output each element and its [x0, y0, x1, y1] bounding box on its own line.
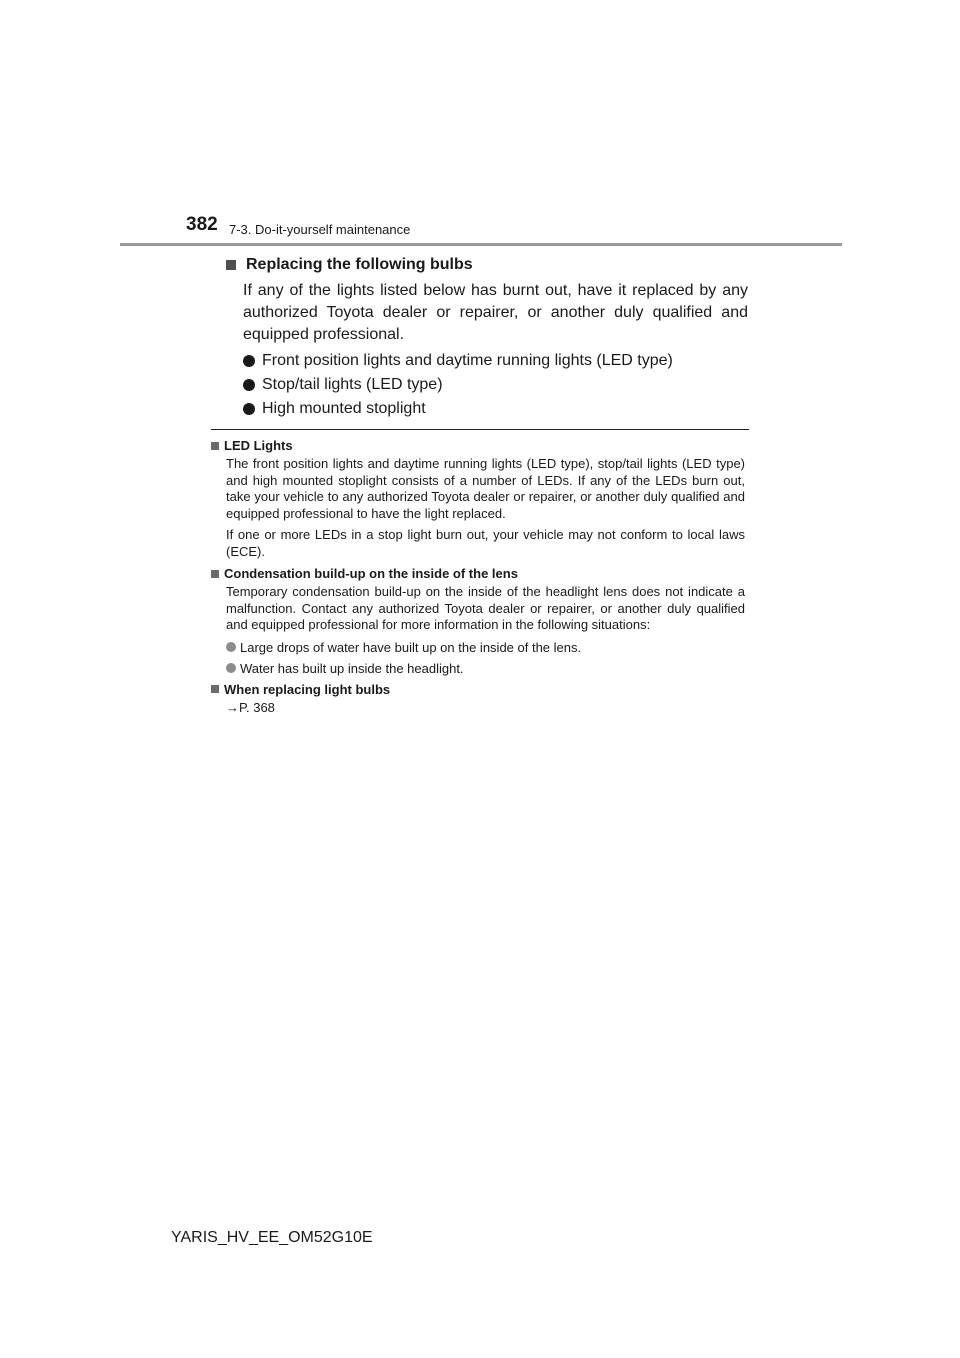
led-paragraph-2: If one or more LEDs in a stop light burn out, your vehicle may not conform to local laws (ECE). — [226, 527, 745, 559]
page-reference-link[interactable]: →P. 368 — [226, 699, 275, 715]
round-bullet-icon — [226, 642, 236, 652]
list-item — [243, 373, 748, 397]
list-item-text: Large drops of water have built up on the inside of the lens. — [240, 639, 582, 655]
condensation-paragraph: Temporary condensation build-up on the inside of the headlight lens does not indicate a malfunction. Contact any authorized Toyota dealer or repairer, or another duly qualified and equipped professional for more information in the following situations: — [226, 584, 745, 632]
list-item-text: Water has built up inside the headlight. — [240, 660, 464, 676]
header-divider — [120, 243, 842, 246]
list-item — [243, 349, 748, 373]
round-bullet-icon — [243, 379, 255, 391]
main-section — [226, 254, 748, 421]
heading-text: Condensation build-up on the inside of the lens — [224, 566, 518, 581]
led-lights-heading — [211, 437, 745, 454]
round-bullet-icon — [243, 355, 255, 367]
condensation-heading — [211, 565, 745, 582]
heading-text: When replacing light bulbs — [224, 681, 391, 697]
list-item-text: Stop/tail lights (LED type) — [262, 376, 443, 393]
round-bullet-icon — [226, 663, 236, 673]
round-bullet-icon — [243, 403, 255, 415]
square-bullet-icon — [211, 442, 219, 450]
heading-text: LED Lights — [224, 438, 293, 453]
heading-text: Replacing the following bulbs — [246, 256, 473, 273]
square-bullet-icon — [211, 685, 219, 693]
notes-divider — [211, 429, 749, 430]
led-paragraph-1: The front position lights and daytime running lights (LED type), stop/tail lights (LED type) and high mounted stoplight consists of a number of LEDs. If any of the LEDs burn out, take your vehicle to any authorized Toyota dealer or repairer, or another duly qualified and equipped professional to have the light replaced. — [226, 456, 745, 521]
bulb-list — [226, 349, 748, 421]
replacing-bulbs-note-heading — [211, 681, 745, 698]
list-item-text: High mounted stoplight — [262, 400, 426, 417]
intro-paragraph: If any of the lights listed below has burnt out, have it replaced by any authorized Toyota dealer or repairer, or another duly qualified and equipped professional. — [243, 282, 748, 343]
list-item — [243, 397, 748, 421]
list-item — [226, 660, 745, 677]
section-title: 7-3. Do-it-yourself maintenance — [229, 222, 411, 237]
notes-section — [211, 437, 745, 721]
document-code: YARIS_HV_EE_OM52G10E — [171, 1229, 373, 1246]
square-bullet-icon — [226, 260, 236, 270]
page-number: 382 — [186, 214, 218, 235]
list-item-text: Front position lights and daytime running lights (LED type) — [262, 352, 673, 369]
list-item — [226, 639, 745, 656]
replacing-bulbs-heading — [226, 254, 748, 276]
square-bullet-icon — [211, 570, 219, 578]
